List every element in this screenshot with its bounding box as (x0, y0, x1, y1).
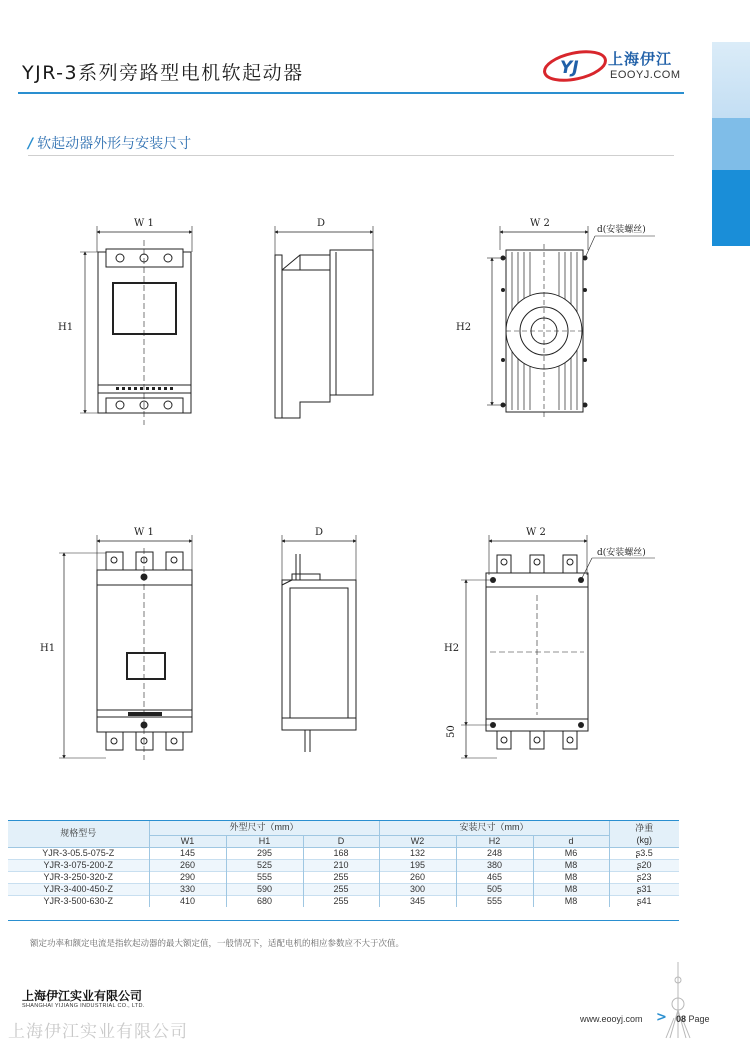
tower-icon (660, 960, 696, 1040)
cell-h2: 380 (456, 859, 533, 871)
cell-h2: 555 (456, 895, 533, 907)
cell-screw: M6 (533, 847, 609, 859)
header-d: D (303, 835, 379, 847)
label-w2-top: W 2 (530, 218, 550, 229)
cell-d: 255 (303, 883, 379, 895)
front-view-large (59, 535, 192, 760)
spec-table (8, 821, 679, 907)
header-weight-line2: (kg) (636, 834, 652, 845)
label-h1-top: H1 (58, 322, 74, 333)
table-bottom-rule (8, 920, 679, 921)
table-row (8, 895, 679, 907)
header-h2: H2 (456, 835, 533, 847)
header-weight-line1: 净重 (635, 822, 654, 833)
cell-w2: 132 (379, 847, 456, 859)
cell-model: YJR-3-05.5-075-Z (8, 847, 149, 859)
header-w2: W2 (379, 835, 456, 847)
page-title: YJR-3系列旁路型电机软起动器 (22, 62, 304, 84)
logo-text-cn: 上海伊江 (608, 50, 673, 68)
table-row (8, 859, 679, 871)
cell-h2: 248 (456, 847, 533, 859)
section-title-text: 软起动器外形与安装尺寸 (37, 136, 192, 152)
cell-w1: 260 (149, 859, 226, 871)
page-number (676, 1014, 710, 1024)
back-view-small (487, 226, 655, 418)
cell-screw: M8 (533, 895, 609, 907)
label-w1-top: W 1 (134, 218, 154, 229)
cell-screw: M8 (533, 859, 609, 871)
cell-h1: 590 (226, 883, 303, 895)
label-fifty: 50 (446, 725, 457, 738)
table-row (8, 883, 679, 895)
cell-w2: 195 (379, 859, 456, 871)
cell-h1: 525 (226, 859, 303, 871)
cell-screw: M8 (533, 871, 609, 883)
cell-d: 255 (303, 895, 379, 907)
cell-h1: 295 (226, 847, 303, 859)
page-number-value: 08 (676, 1014, 687, 1024)
cell-weight: ʂ3.5 (609, 847, 679, 859)
label-h2-bottom: H2 (444, 643, 460, 654)
label-d-bottom: D (315, 527, 324, 538)
header-h1: H1 (226, 835, 303, 847)
side-view-large (282, 535, 356, 752)
slash-icon: / (28, 136, 34, 152)
cell-w1: 290 (149, 871, 226, 883)
footnote: 额定功率和额定电流是指软起动器的最大额定值，一般情况下，适配电机的相应参数应不大于次值。 (30, 939, 405, 949)
header-screw: d (533, 835, 609, 847)
label-h2-top: H2 (456, 322, 472, 333)
back-view-large (461, 535, 655, 758)
label-w1-bottom: W 1 (134, 527, 154, 538)
header-weight (609, 821, 679, 847)
page-label: Page (688, 1014, 710, 1024)
cell-d: 255 (303, 871, 379, 883)
label-d-top: D (317, 218, 326, 229)
footer-company-en: SHANGHAI YIJIANG INDUSTRIAL CO., LTD. (22, 1003, 145, 1009)
header-model: 规格型号 (8, 821, 149, 847)
table-row (8, 847, 679, 859)
cell-w1: 330 (149, 883, 226, 895)
svg-text:YJ: YJ (560, 58, 579, 78)
footer-watermark: 上海伊江实业有限公司 (8, 1022, 188, 1042)
footer-url-link[interactable]: www.eooyj.com (580, 1014, 643, 1024)
logo-text-en: EOOYJ.COM (610, 69, 681, 81)
cell-screw: M8 (533, 883, 609, 895)
footer-company-cn: 上海伊江实业有限公司 (22, 989, 143, 1003)
table-row (8, 871, 679, 883)
cell-weight: ʂ23 (609, 871, 679, 883)
front-view-small (80, 226, 192, 425)
cell-h2: 465 (456, 871, 533, 883)
label-w2-bottom: W 2 (526, 527, 546, 538)
label-screw-bottom: d(安装螺丝) (597, 548, 646, 558)
label-h1-bottom: H1 (40, 643, 56, 654)
cell-weight: ʂ41 (609, 895, 679, 907)
cell-weight: ʂ20 (609, 859, 679, 871)
cell-model: YJR-3-400-450-Z (8, 883, 149, 895)
cell-h2: 505 (456, 883, 533, 895)
cell-w1: 410 (149, 895, 226, 907)
cell-w2: 260 (379, 871, 456, 883)
cell-h1: 680 (226, 895, 303, 907)
header-install-dimensions: 安装尺寸（mm） (379, 821, 609, 835)
cell-model: YJR-3-250-320-Z (8, 871, 149, 883)
cell-model: YJR-3-500-630-Z (8, 895, 149, 907)
header-outer-dimensions: 外型尺寸（mm） (149, 821, 379, 835)
cell-h1: 555 (226, 871, 303, 883)
side-view-small (275, 226, 373, 418)
cell-d: 168 (303, 847, 379, 859)
chevron-right-icon: > (656, 1010, 667, 1025)
label-screw-top: d(安装螺丝) (597, 225, 646, 235)
cell-model: YJR-3-075-200-Z (8, 859, 149, 871)
cell-w2: 345 (379, 895, 456, 907)
cell-d: 210 (303, 859, 379, 871)
cell-weight: ʂ31 (609, 883, 679, 895)
cell-w1: 145 (149, 847, 226, 859)
header-w1: W1 (149, 835, 226, 847)
cell-w2: 300 (379, 883, 456, 895)
